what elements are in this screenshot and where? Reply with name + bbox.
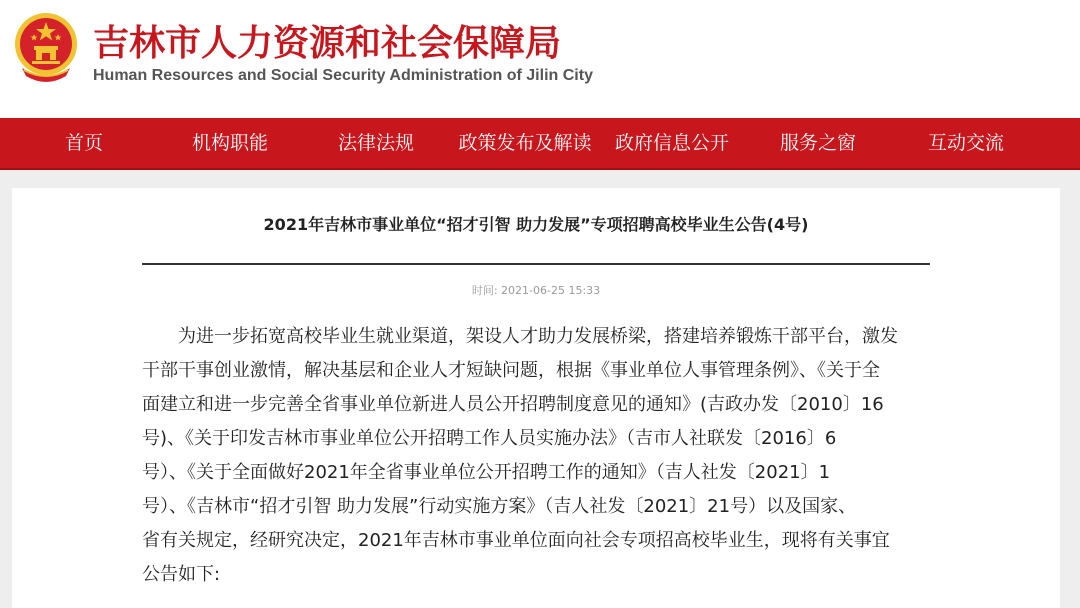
site-subtitle: Human Resources and Social Security Administration of Jilin City — [93, 67, 593, 84]
article-title: 2021年吉林市事业单位“招才引智 助力发展”专项招聘高校毕业生公告(4号) — [263, 215, 809, 234]
article-meta — [12, 284, 1060, 298]
nav-item-interaction[interactable]: 互动交流 — [927, 132, 1004, 154]
body-line: 公告如下: — [142, 564, 221, 585]
time-label: 时间: — [471, 284, 498, 297]
body-line: 号）、《吉林市“招才引智 助力发展”行动实施方案》（吉人社发〔2021〕21号）以及国家、 — [142, 496, 857, 517]
nav-item-laws[interactable]: 法律法规 — [337, 132, 414, 154]
nav-item-service[interactable]: 服务之窗 — [779, 132, 856, 154]
national-emblem-icon — [12, 10, 80, 86]
nav-item-gov-info[interactable]: 政府信息公开 — [614, 132, 729, 154]
title-divider — [142, 263, 930, 265]
site-title: 吉林市人力资源和社会保障局 — [93, 23, 562, 64]
site-header — [0, 0, 1080, 118]
time-value: 2021-06-25 15:33 — [501, 284, 601, 297]
nav-item-policy[interactable]: 政策发布及解读 — [458, 132, 592, 154]
body-line: 号)、《关于印发吉林市事业单位公开招聘工作人员实施办法》（吉市人社联发〔2016〕6 — [142, 428, 837, 449]
article-body — [142, 320, 932, 592]
body-line: 号）、《关于全面做好2021年全省事业单位公开招聘工作的通知》（吉人社发〔2021〕1 — [142, 462, 831, 483]
body-line: 省有关规定，经研究决定，2021年吉林市事业单位面向社会专项招高校毕业生，现将有关事宜 — [142, 530, 890, 551]
body-line: 面建立和进一步完善全省事业单位新进人员公开招聘制度意见的通知》(吉政办发〔2010〕16 — [142, 394, 884, 415]
main-nav — [0, 118, 1080, 170]
nav-item-home[interactable]: 首页 — [64, 132, 103, 154]
body-line: 为进一步拓宽高校毕业生就业渠道，架设人才助力发展桥梁，搭建培养锻炼干部平台，激发 — [142, 326, 898, 347]
nav-item-functions[interactable]: 机构职能 — [191, 132, 268, 154]
body-line: 干部干事创业激情，解决基层和企业人才短缺问题，根据《事业单位人事管理条例》、《关于全 — [142, 360, 880, 381]
article-panel — [12, 188, 1060, 608]
